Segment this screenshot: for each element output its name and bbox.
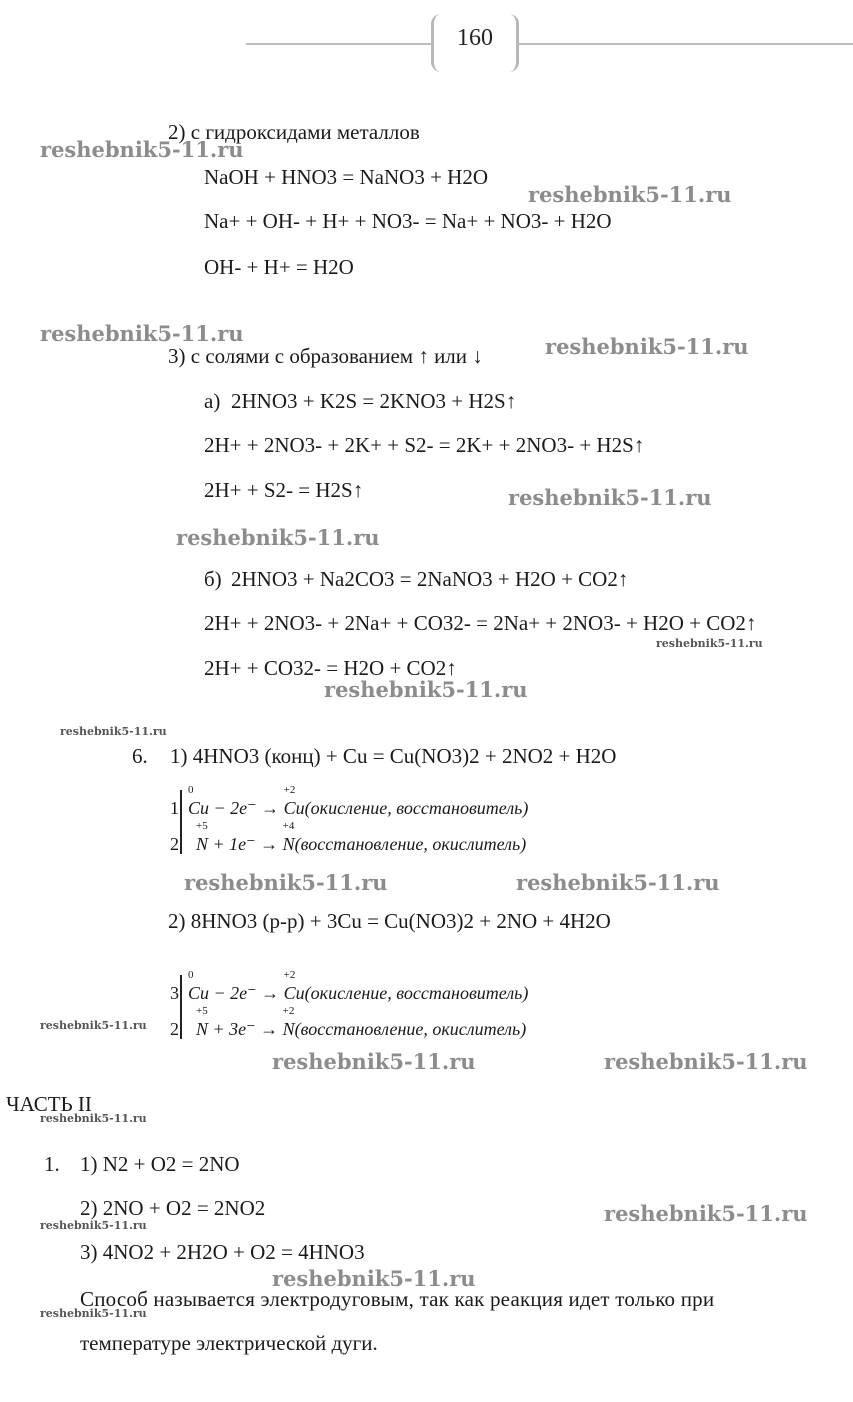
part2-q1-equation-2: 2) 2NO + O2 = 2NO2 — [80, 1196, 266, 1220]
watermark: reshebnik5-11.ru — [324, 677, 528, 702]
balance-coef: 1 — [170, 798, 179, 818]
task6-item2-equation: 2) 8HNO3 (р-р) + 3Cu = Cu(NO3)2 + 2NO + 4H2O — [168, 909, 611, 933]
equation-a-short-ionic: 2H+ + S2- = H2S↑ — [204, 478, 364, 502]
watermark: reshebnik5-11.ru — [656, 637, 763, 650]
balance-row — [196, 820, 527, 855]
equation-b-full-ionic: 2H+ + 2NO3- + 2Na+ + CO32- = 2Na+ + 2NO3- + H2O + CO2↑ — [204, 611, 757, 635]
part2-q1-equation-1: 1) N2 + O2 = 2NO — [80, 1152, 240, 1176]
heading-hydroxides: 2) с гидроксидами металлов — [168, 120, 420, 144]
balance-bar — [180, 975, 182, 1039]
element: N — [196, 834, 209, 854]
watermark: reshebnik5-11.ru — [40, 1307, 147, 1320]
process-note: (восстановление, окислитель) — [294, 834, 527, 854]
watermark: reshebnik5-11.ru — [272, 1266, 476, 1291]
element: Cu — [188, 983, 210, 1003]
process-note: (окисление, восстановитель) — [304, 798, 529, 818]
balance-coef: 2 — [170, 1019, 179, 1039]
oxidation-state: +2 — [282, 1005, 295, 1017]
watermark: reshebnik5-11.ru — [40, 137, 244, 162]
task6-item1-equation: 1) 4HNO3 (конц) + Cu = Cu(NO3)2 + 2NO2 + H2O — [170, 744, 617, 768]
watermark: reshebnik5-11.ru — [516, 870, 720, 895]
electron-transfer: − 2e⁻ → — [213, 983, 280, 1003]
watermark: reshebnik5-11.ru — [528, 182, 732, 207]
element: N — [282, 1019, 295, 1039]
part2-q1-equation-3: 3) 4NO2 + 2H2O + O2 = 4HNO3 — [80, 1240, 365, 1264]
equation-a-full-ionic: 2H+ + 2NO3- + 2K+ + S2- = 2K+ + 2NO3- + H2S↑ — [204, 433, 645, 457]
electron-balance-2 — [170, 969, 640, 1045]
equation-b-short-ionic: 2H+ + CO32- = H2O + CO2↑ — [204, 656, 457, 680]
watermark: reshebnik5-11.ru — [604, 1201, 808, 1226]
electron-balance-1 — [170, 784, 640, 860]
equation-b-molecular: 2HNO3 + Na2CO3 = 2NaNO3 + H2O + CO2↑ — [231, 567, 629, 591]
element: Cu — [283, 983, 305, 1003]
balance-row — [188, 969, 529, 1004]
oxidation-state: +4 — [282, 820, 295, 832]
watermark: reshebnik5-11.ru — [40, 1219, 147, 1232]
balance-row — [188, 784, 529, 819]
watermark: reshebnik5-11.ru — [604, 1049, 808, 1074]
part2-q1-explanation-1: Способ называется электродуговым, так как реакция идет только при — [80, 1287, 715, 1311]
balance-bar — [180, 790, 182, 854]
oxidation-state: +5 — [196, 1005, 208, 1017]
watermark: reshebnik5-11.ru — [40, 1019, 147, 1032]
heading-salts: 3) с солями с образованием ↑ или ↓ — [168, 344, 483, 368]
watermark: reshebnik5-11.ru — [40, 1112, 147, 1125]
page-number: 160 — [457, 25, 493, 51]
process-note: (восстановление, окислитель) — [294, 1019, 527, 1039]
label-a: а) — [204, 389, 221, 413]
part2-q1-number: 1. — [44, 1152, 60, 1176]
balance-coef: 2 — [170, 834, 179, 854]
watermark: reshebnik5-11.ru — [508, 485, 712, 510]
task6-number: 6. — [132, 744, 148, 768]
oxidation-state: +2 — [283, 969, 296, 981]
electron-transfer: + 1e⁻ → — [212, 834, 279, 854]
oxidation-state: +2 — [283, 784, 296, 796]
oxidation-state: 0 — [188, 969, 194, 981]
label-b: б) — [204, 567, 222, 591]
equation-a-molecular: 2HNO3 + K2S = 2KNO3 + H2S↑ — [231, 389, 517, 413]
oxidation-state: 0 — [188, 784, 194, 796]
electron-transfer: − 2e⁻ → — [213, 798, 280, 818]
watermark: reshebnik5-11.ru — [184, 870, 388, 895]
watermark: reshebnik5-11.ru — [545, 334, 749, 359]
watermark: reshebnik5-11.ru — [176, 525, 380, 550]
equation-hydroxide-full-ionic: Na+ + OH- + H+ + NO3- = Na+ + NO3- + H2O — [204, 209, 612, 233]
page-number-frame — [431, 14, 519, 72]
electron-transfer: + 3e⁻ → — [212, 1019, 279, 1039]
element: Cu — [283, 798, 305, 818]
part2-title: ЧАСТЬ II — [6, 1092, 92, 1116]
watermark: reshebnik5-11.ru — [40, 321, 244, 346]
oxidation-state: +5 — [196, 820, 208, 832]
equation-hydroxide-short-ionic: OH- + H+ = H2O — [204, 255, 354, 279]
watermark: reshebnik5-11.ru — [60, 725, 167, 738]
balance-coef: 3 — [170, 983, 179, 1003]
equation-hydroxide-molecular: NaOH + HNO3 = NaNO3 + H2O — [204, 165, 488, 189]
element: N — [196, 1019, 209, 1039]
balance-row — [196, 1005, 527, 1040]
element: N — [282, 834, 295, 854]
element: Cu — [188, 798, 210, 818]
header-rule-right — [519, 43, 853, 45]
header-rule-left — [246, 43, 431, 45]
watermark: reshebnik5-11.ru — [272, 1049, 476, 1074]
part2-q1-explanation-2: температуре электрической дуги. — [80, 1331, 378, 1355]
process-note: (окисление, восстановитель) — [304, 983, 529, 1003]
